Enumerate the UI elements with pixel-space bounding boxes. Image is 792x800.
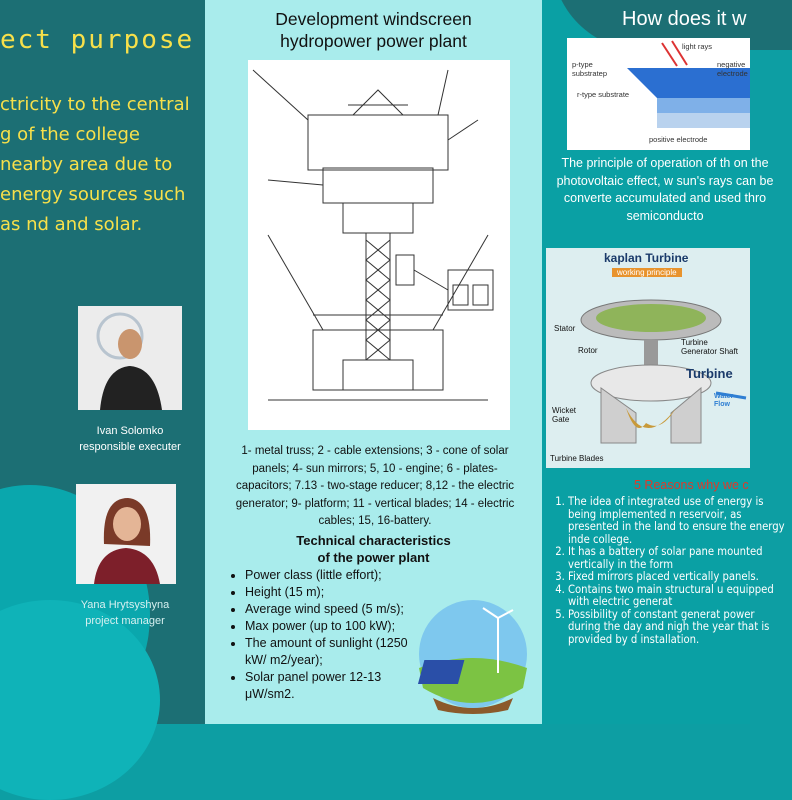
person-role: project manager	[85, 615, 165, 627]
person-caption	[55, 597, 195, 629]
list-item: 3. Fixed mirrors placed vertically panels.	[568, 571, 788, 584]
list-item: 5. Possibility of constant generat power during the day and nigh the year that is provided by d installation.	[568, 609, 788, 647]
kaplan-title: kaplan Turbine	[604, 251, 689, 265]
list-item: • Height (15 m);	[245, 584, 425, 601]
tech-title-line: Technical characteristics	[296, 533, 451, 548]
plant-title	[205, 8, 542, 52]
list-item: • Max power (up to 100 kW);	[245, 618, 425, 635]
kaplan-label: Wicket Gate	[552, 406, 576, 424]
list-item: 4. Contains two main structural u equipped with electric generat	[568, 584, 788, 609]
middle-panel	[205, 0, 542, 724]
solar-label: light rays	[682, 42, 713, 51]
diagram-legend: 1- metal truss; 2 - cable extensions; 3 - cone of solar panels; 4- sun mirrors; 5, 10 - engine; 6 - plates-capacitors; 7.13 - two-stage reducer; 8,12 - the electric generator; 9- platform; 11 - vertical blades; 14 - electric cables; 15, 16-battery.	[235, 445, 515, 527]
kaplan-badge: working principle	[612, 268, 682, 277]
person-name: Ivan Solomko	[96, 425, 164, 437]
person-role: responsible executer	[79, 441, 181, 453]
list-item: • The amount of sunlight (1250 kW/ m2/year);	[245, 635, 425, 669]
avatar-ivan-solomko	[78, 306, 182, 410]
list-item: • Average wind speed (5 m/s);	[245, 601, 425, 618]
tech-title-line: of the power plant	[317, 550, 430, 565]
plant-title-line: hydropower power plant	[280, 31, 467, 51]
plant-title-line: Development windscreen	[275, 9, 472, 29]
list-item: 2. It has a battery of solar pane mounted vertically in the form	[568, 546, 788, 571]
reasons-title: 5 Reasons why we c	[634, 478, 749, 492]
tech-characteristics-list	[229, 567, 425, 703]
tech-characteristics-title	[205, 532, 542, 566]
list-item: • Solar panel power 12-13 μW/sm2.	[245, 669, 425, 703]
green-energy-globe-illustration	[413, 598, 533, 713]
kaplan-label: Turbine	[686, 366, 733, 381]
photovoltaic-principle-text: The principle of operation of th on the photovoltaic effect, w sun's rays can be converte accumulated and used thro semiconducto	[556, 156, 774, 223]
kaplan-label: Turbine Generator Shaft	[681, 338, 738, 356]
solar-label: p-type substratep	[572, 60, 608, 78]
left-panel	[0, 0, 205, 724]
kaplan-label: Rotor	[578, 346, 598, 355]
plant-schematic-diagram	[248, 60, 510, 430]
avatar-yana-hrytsyshyna	[76, 484, 176, 584]
reasons-list	[554, 496, 788, 646]
person-name: Yana Hrytsyshyna	[80, 599, 170, 611]
project-purpose-title: ect purpose	[0, 25, 195, 55]
right-panel	[542, 0, 785, 724]
kaplan-label: Stator	[554, 324, 576, 333]
project-purpose-text: ctricity to the central g of the college nearby area due to energy sources such as nd and solar.	[0, 94, 190, 235]
kaplan-turbine-diagram	[546, 248, 750, 468]
list-item: • Power class (little effort);	[245, 567, 425, 584]
solar-label: r-type substrate	[577, 90, 630, 99]
list-item: 1. The idea of integrated use of energy is being implemented n reservoir, as presented in the land to ensure the energy inde college.	[568, 496, 788, 546]
solar-label: positive electrode	[649, 135, 708, 144]
solar-cell-diagram	[567, 38, 750, 150]
how-does-it-work-title: How does it w	[622, 8, 747, 30]
kaplan-label: Turbine Blades	[550, 454, 604, 463]
person-caption	[60, 423, 200, 455]
kaplan-label: Water Flow	[714, 393, 734, 408]
solar-label: negative electrode	[717, 60, 748, 78]
